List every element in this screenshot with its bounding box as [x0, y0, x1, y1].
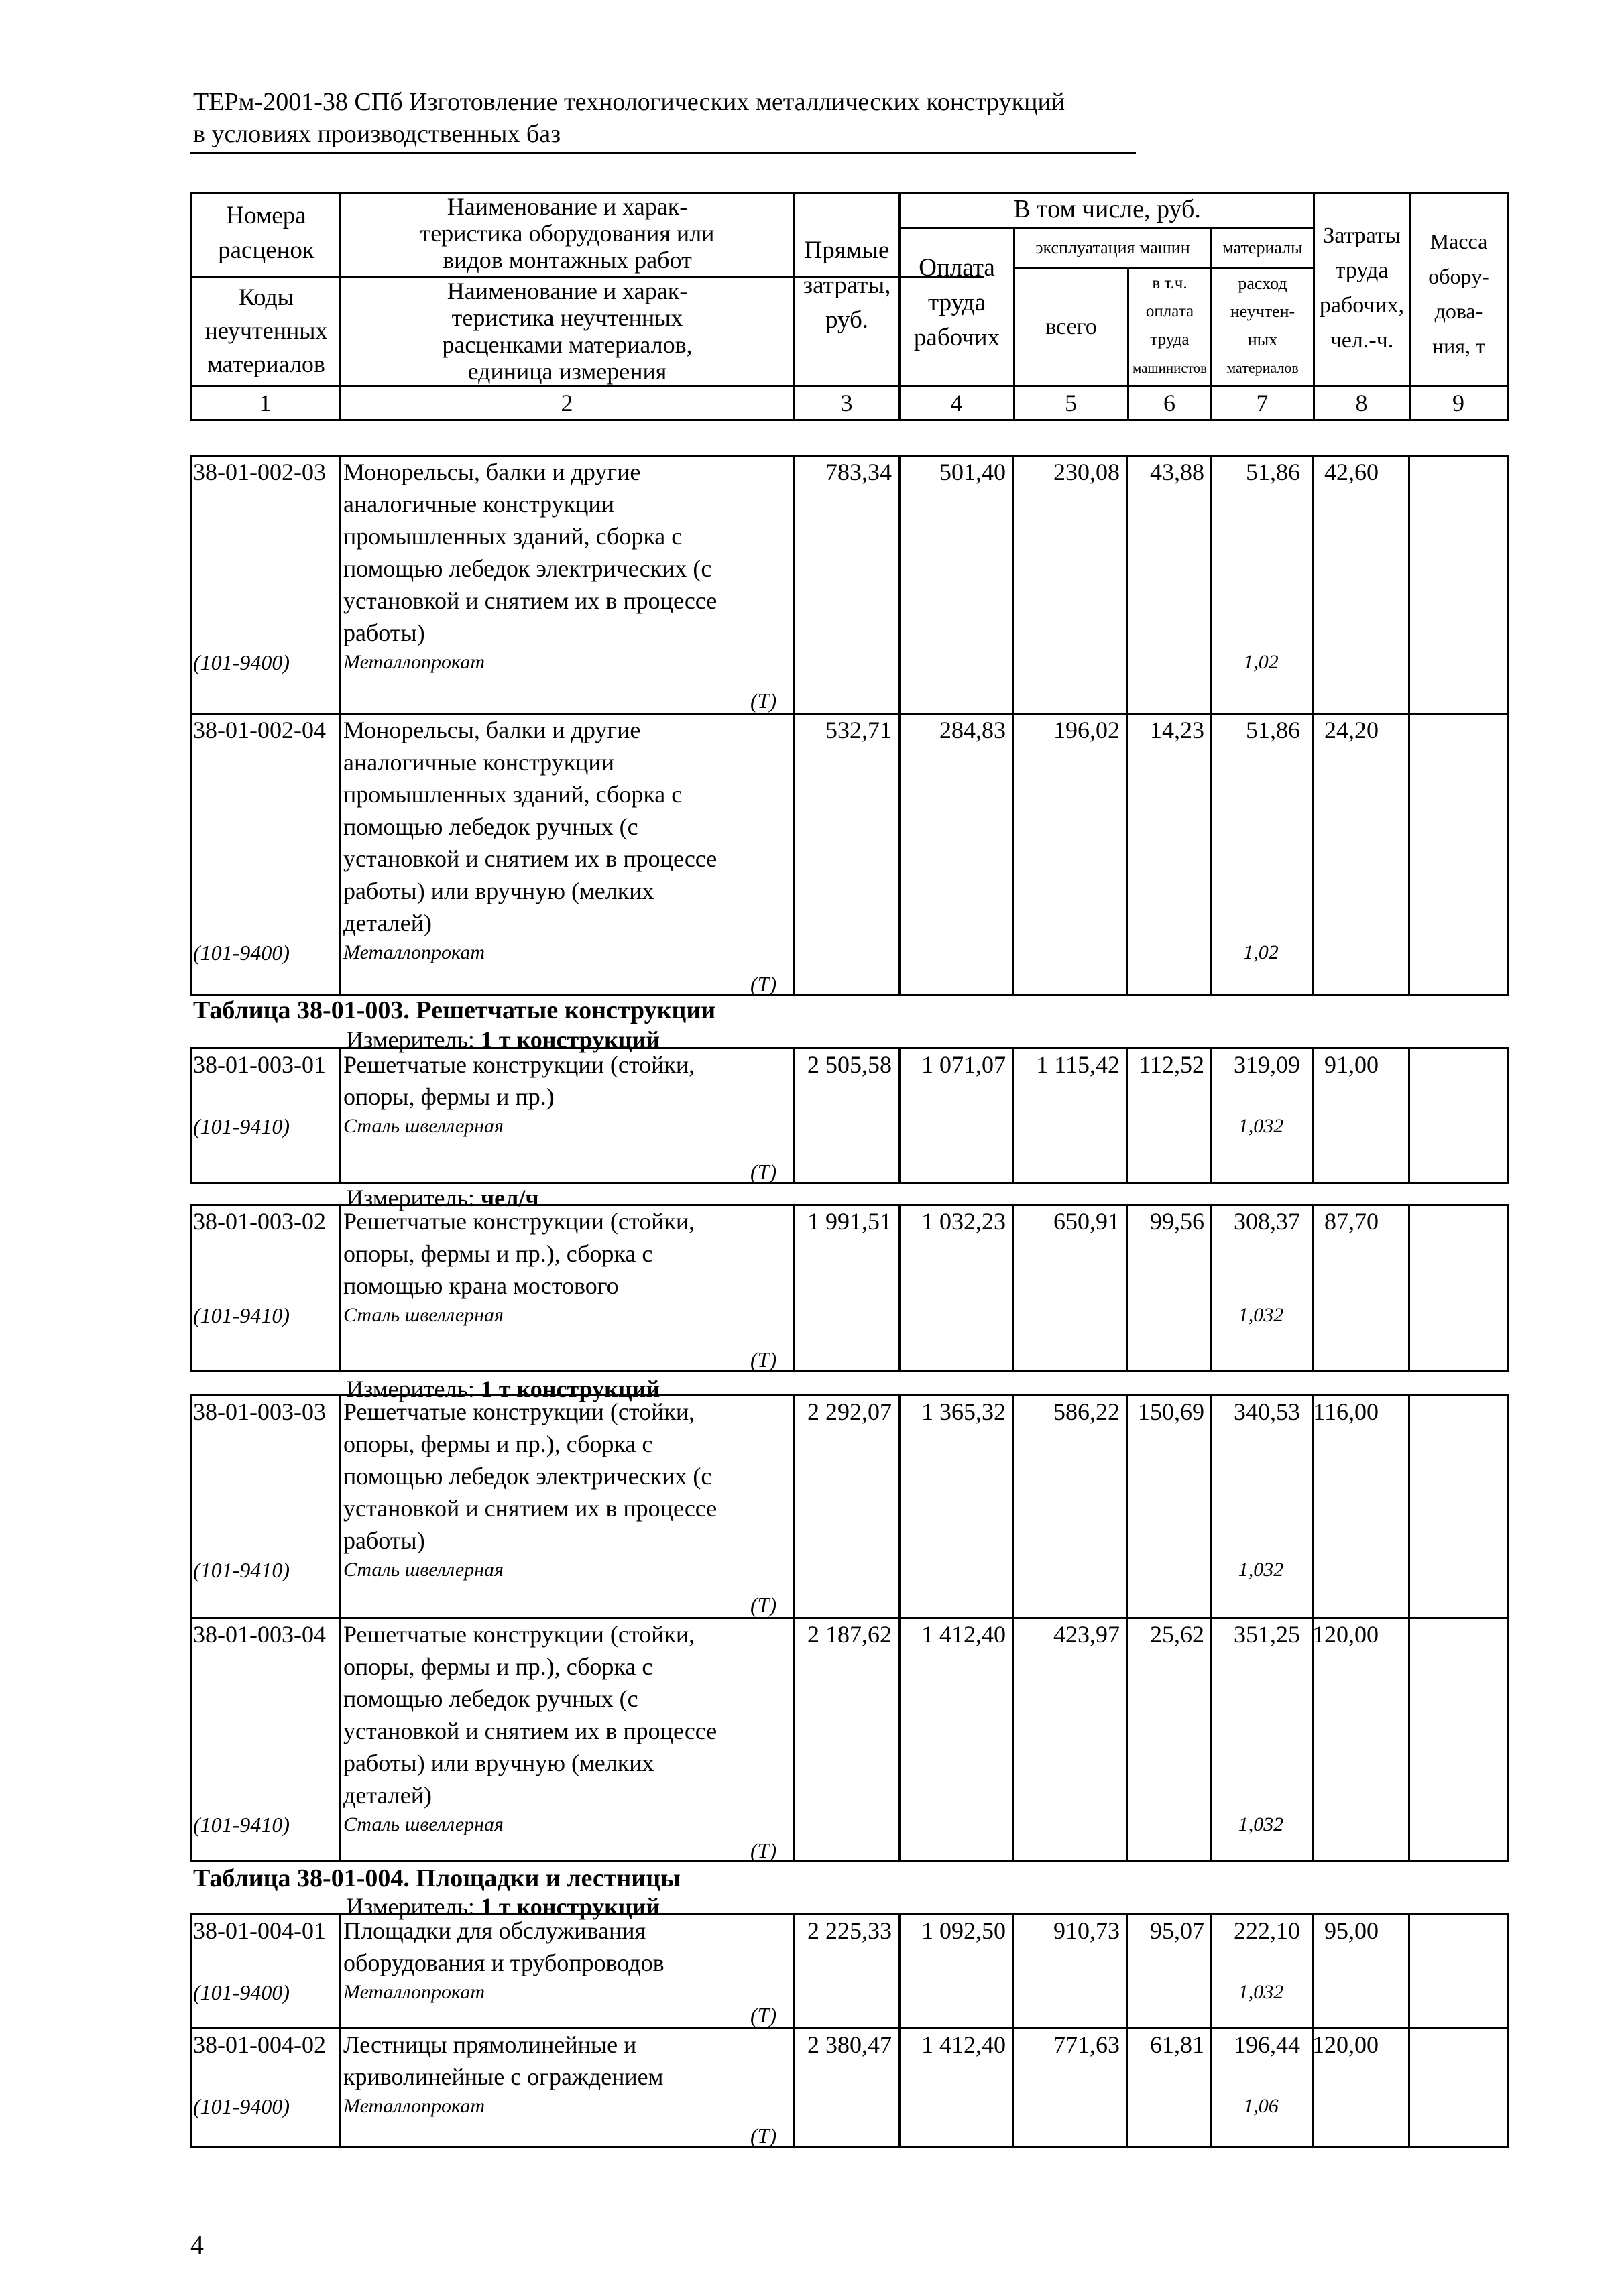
header-num-3: 3	[840, 389, 853, 416]
machines-total-value: 910,73	[1053, 1917, 1120, 1944]
direct-costs-value: 2 505,58	[807, 1051, 892, 1078]
material-code: (101-9400)	[193, 1980, 290, 2004]
table-header	[190, 192, 1509, 421]
rate-description-line: Решетчатые конструкции (стойки,	[343, 1208, 695, 1235]
machines-total-value: 423,97	[1053, 1621, 1120, 1648]
measure-003-02: Измеритель: чел/ч	[346, 1185, 539, 1211]
direct-costs-value: 2 187,62	[807, 1621, 892, 1648]
header-num-6: 6	[1163, 389, 1175, 416]
rate-description-line: опоры, фермы и пр.)	[343, 1083, 555, 1110]
materials-value: 51,86	[1246, 459, 1300, 485]
header-num-5: 5	[1065, 389, 1077, 416]
rate-description-line: аналогичные конструкции	[343, 749, 614, 776]
direct-costs-value: 783,34	[825, 459, 892, 485]
header-group: В том числе, руб.	[1013, 195, 1201, 223]
materials-value: 222,10	[1234, 1917, 1300, 1944]
machines-total-value: 771,63	[1053, 2031, 1120, 2058]
measure-003-03: Измеритель: 1 т конструкций	[346, 1376, 660, 1402]
labor-hours-value: 95,00	[1324, 1917, 1379, 1944]
rate-description-line: Площадки для обслуживания	[343, 1917, 646, 1944]
labor-pay-value: 1 412,40	[921, 2031, 1006, 2058]
rate-description-line: работы) или вручную (мелких	[343, 1750, 654, 1776]
machines-total-value: 650,91	[1053, 1208, 1120, 1235]
labor-hours-value: 116,00	[1313, 1398, 1379, 1425]
header-col7: расход неучтен- ных материалов	[1226, 274, 1299, 376]
rate-description-line: установкой и снятием их в процессе	[343, 1495, 717, 1522]
material-quantity: 1,032	[1238, 1813, 1284, 1835]
direct-costs-value: 2 225,33	[807, 1917, 892, 1944]
labor-pay-value: 1 032,23	[921, 1208, 1006, 1235]
rate-code: 38-01-003-02	[193, 1208, 326, 1235]
rate-description-line: помощью крана мостового	[343, 1272, 619, 1299]
machinist-pay-value: 99,56	[1150, 1208, 1204, 1235]
material-name: Металлопрокат	[343, 651, 485, 673]
material-quantity: 1,032	[1238, 1115, 1284, 1137]
material-name: Сталь швеллерная	[343, 1813, 504, 1835]
measure-004: Измеритель: 1 т конструкций	[346, 1893, 660, 1920]
material-name: Металлопрокат	[343, 2095, 485, 2117]
material-name: Сталь швеллерная	[343, 1115, 504, 1137]
labor-hours-value: 120,00	[1312, 1621, 1379, 1648]
rate-description-line: опоры, фермы и пр.), сборка с	[343, 1653, 653, 1680]
rate-description-line: работы)	[343, 619, 425, 646]
header-col4: Оплата труда рабочих	[913, 254, 1000, 351]
header-num-9: 9	[1452, 389, 1464, 416]
materials-value: 308,37	[1234, 1208, 1300, 1235]
rate-code: 38-01-003-04	[193, 1621, 326, 1648]
materials-value: 340,53	[1234, 1398, 1300, 1425]
labor-pay-value: 1 412,40	[921, 1621, 1006, 1648]
rate-description-line: помощью лебедок ручных (с	[343, 813, 638, 840]
rate-description-line: промышленных зданий, сборка с	[343, 781, 683, 808]
page-number: 4	[190, 2230, 204, 2260]
header-col5: всего	[1045, 314, 1097, 339]
rate-description-line: оборудования и трубопроводов	[343, 1949, 664, 1976]
material-quantity: 1,032	[1238, 1559, 1284, 1581]
rate-description-line: Решетчатые конструкции (стойки,	[343, 1398, 695, 1425]
rate-description-line: установкой и снятием их в процессе	[343, 587, 717, 614]
material-code: (101-9410)	[193, 1558, 290, 1582]
document-title-line-1: ТЕРм-2001-38 СПб Изготовление технологических металлических конструкций	[193, 88, 1065, 116]
material-name: Сталь швеллерная	[343, 1559, 504, 1581]
header-num-4: 4	[950, 389, 963, 416]
type-mark: (Т)	[750, 2003, 777, 2027]
machinist-pay-value: 150,69	[1138, 1398, 1204, 1425]
machinist-pay-value: 61,81	[1150, 2031, 1204, 2058]
header-num-2: 2	[561, 389, 573, 416]
rate-description-line: Лестницы прямолинейные и	[343, 2031, 637, 2058]
machines-total-value: 230,08	[1053, 459, 1120, 485]
rate-code: 38-01-004-02	[193, 2031, 326, 2058]
materials-value: 351,25	[1234, 1621, 1300, 1648]
materials-value: 196,44	[1234, 2031, 1300, 2058]
material-quantity: 1,032	[1238, 1304, 1284, 1326]
material-quantity: 1,06	[1243, 2095, 1279, 2117]
rate-description-line: установкой и снятием их в процессе	[343, 1717, 717, 1744]
title-underline	[190, 152, 1136, 154]
rate-description-line: Решетчатые конструкции (стойки,	[343, 1621, 695, 1648]
labor-pay-value: 284,83	[939, 717, 1006, 743]
direct-costs-value: 2 380,47	[807, 2031, 892, 2058]
header-col3: Прямые затраты, руб.	[803, 237, 891, 334]
table-title-003: Таблица 38-01-003. Решетчатые конструкции	[193, 996, 716, 1024]
labor-pay-value: 501,40	[939, 459, 1006, 485]
rate-description-line: деталей)	[343, 1782, 432, 1809]
material-code: (101-9410)	[193, 1303, 290, 1327]
type-mark: (Т)	[750, 972, 777, 996]
rate-code: 38-01-003-03	[193, 1398, 326, 1425]
type-mark: (Т)	[750, 2124, 777, 2148]
table-title-004: Таблица 38-01-004. Площадки и лестницы	[193, 1864, 681, 1892]
material-code: (101-9410)	[193, 1813, 290, 1837]
machines-total-value: 1 115,42	[1036, 1051, 1120, 1078]
rate-description-line: помощью лебедок ручных (с	[343, 1685, 638, 1712]
header-col8: Затраты труда рабочих, чел.-ч.	[1319, 223, 1405, 353]
header-materials: материалы	[1222, 238, 1303, 257]
labor-pay-value: 1 071,07	[921, 1051, 1006, 1078]
rate-description-line: опоры, фермы и пр.), сборка с	[343, 1240, 653, 1267]
rate-description-line: деталей)	[343, 910, 432, 936]
materials-value: 51,86	[1246, 717, 1300, 743]
header-col9: Масса обору- дова- ния, т	[1428, 229, 1489, 358]
material-name: Сталь швеллерная	[343, 1304, 504, 1326]
header-num-7: 7	[1256, 389, 1269, 416]
machinist-pay-value: 43,88	[1150, 459, 1204, 485]
type-mark: (Т)	[750, 1347, 777, 1372]
direct-costs-value: 2 292,07	[807, 1398, 892, 1425]
rate-description-line: работы) или вручную (мелких	[343, 878, 654, 904]
machinist-pay-value: 112,52	[1139, 1051, 1204, 1078]
labor-hours-value: 120,00	[1312, 2031, 1379, 2058]
header-num-1: 1	[259, 389, 272, 416]
type-mark: (Т)	[750, 1593, 777, 1617]
rate-description-line: Монорельсы, балки и другие	[343, 459, 641, 485]
document-title	[193, 86, 1065, 150]
machinist-pay-value: 95,07	[1150, 1917, 1204, 1944]
machines-total-value: 196,02	[1053, 717, 1120, 743]
rate-description-line: Решетчатые конструкции (стойки,	[343, 1051, 695, 1078]
machinist-pay-value: 14,23	[1150, 717, 1204, 743]
materials-value: 319,09	[1234, 1051, 1300, 1078]
rate-code: 38-01-002-03	[193, 459, 326, 485]
direct-costs-value: 1 991,51	[807, 1208, 892, 1235]
material-code: (101-9400)	[193, 650, 290, 674]
material-quantity: 1,032	[1238, 1981, 1284, 2003]
header-col1-top: Номера расценок	[218, 202, 314, 264]
rate-description-line: работы)	[343, 1527, 425, 1554]
type-mark: (Т)	[750, 1160, 777, 1184]
measure-003-01: Измеритель: 1 т конструкций	[346, 1026, 660, 1053]
labor-hours-value: 24,20	[1324, 717, 1379, 743]
material-code: (101-9410)	[193, 1114, 290, 1138]
material-quantity: 1,02	[1243, 941, 1279, 963]
header-col1-bottom: Коды неучтенных материалов	[205, 284, 328, 377]
header-col2-bottom: Наименование и харак- теристика неучтенных расценками материалов, единица измерения	[442, 278, 693, 385]
rate-code: 38-01-002-04	[193, 717, 326, 743]
header-machines: эксплуатация машин	[1035, 238, 1190, 257]
type-mark: (Т)	[750, 688, 777, 713]
rate-description-line: установкой и снятием их в процессе	[343, 845, 717, 872]
material-quantity: 1,02	[1243, 651, 1279, 673]
rate-description-line: опоры, фермы и пр.), сборка с	[343, 1431, 653, 1457]
rate-description-line: аналогичные конструкции	[343, 491, 614, 518]
header-col2-top: Наименование и харак- теристика оборудования или видов монтажных работ	[420, 193, 715, 274]
rate-code: 38-01-003-01	[193, 1051, 326, 1078]
header-col6: в т.ч. оплата труда машинистов	[1133, 274, 1207, 376]
rate-description-line: криволинейные с ограждением	[343, 2063, 664, 2090]
header-num-8: 8	[1355, 389, 1368, 416]
labor-hours-value: 42,60	[1324, 459, 1379, 485]
rate-description-line: Монорельсы, балки и другие	[343, 717, 641, 743]
type-mark: (Т)	[750, 1838, 777, 1862]
material-name: Металлопрокат	[343, 1981, 485, 2003]
machines-total-value: 586,22	[1053, 1398, 1120, 1425]
rate-code: 38-01-004-01	[193, 1917, 326, 1944]
machinist-pay-value: 25,62	[1150, 1621, 1204, 1648]
material-name: Металлопрокат	[343, 941, 485, 963]
rate-description-line: промышленных зданий, сборка с	[343, 523, 683, 550]
direct-costs-value: 532,71	[825, 717, 892, 743]
rate-description-line: помощью лебедок электрических (с	[343, 555, 712, 582]
labor-hours-value: 91,00	[1324, 1051, 1379, 1078]
labor-pay-value: 1 092,50	[921, 1917, 1006, 1944]
labor-pay-value: 1 365,32	[921, 1398, 1006, 1425]
document-title-line-2: в условиях производственных баз	[193, 120, 561, 148]
rate-description-line: помощью лебедок электрических (с	[343, 1463, 712, 1490]
labor-hours-value: 87,70	[1324, 1208, 1379, 1235]
material-code: (101-9400)	[193, 941, 290, 965]
material-code: (101-9400)	[193, 2094, 290, 2118]
